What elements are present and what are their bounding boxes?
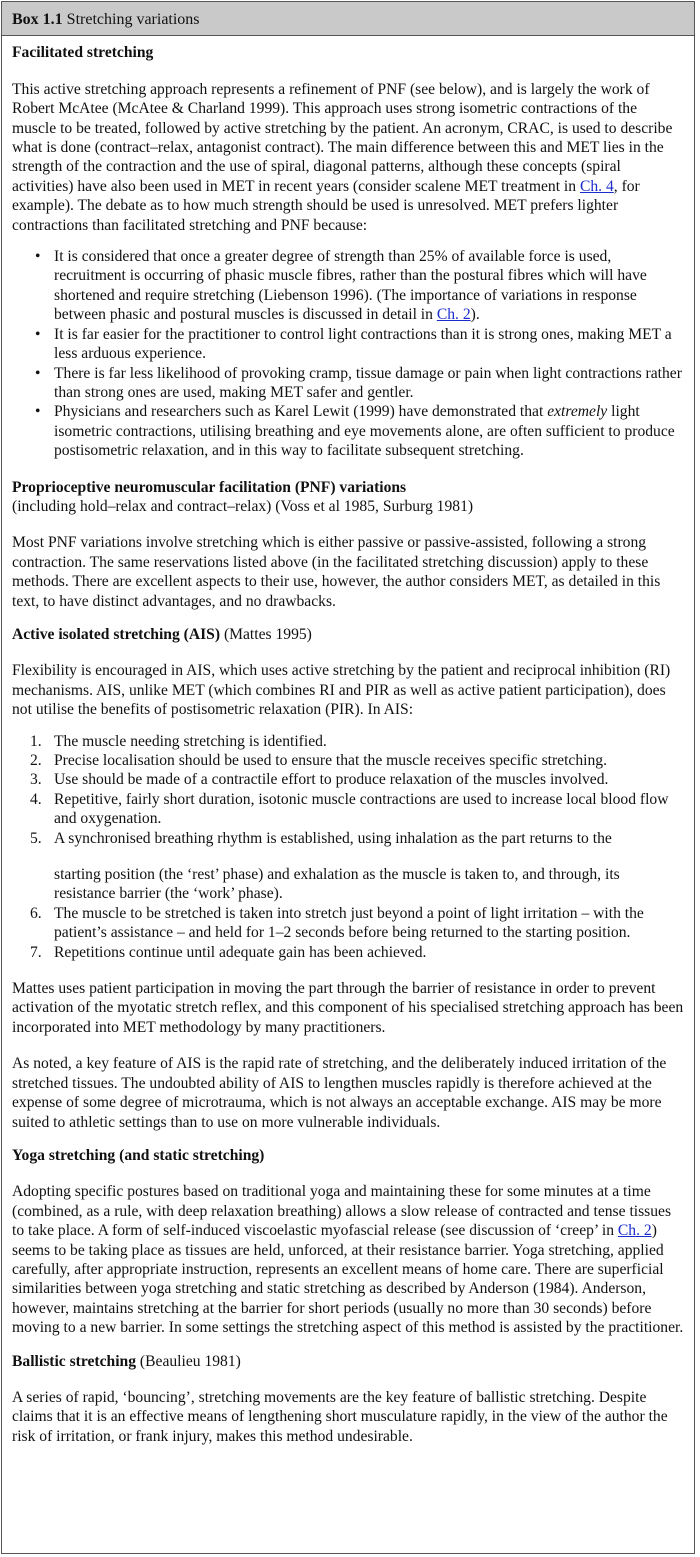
- list-item: 3. Use should be made of a contractile effort to produce relaxation of the muscles involved.: [30, 771, 609, 789]
- list-item: • There is far less likelihood of provoking cramp, tissue damage or pain when light contractions rather than strong ones are used, making MET safer and gentler.: [54, 364, 684, 403]
- box-label: Box 1.1: [12, 11, 63, 28]
- box-title: Stretching variations: [66, 11, 200, 28]
- list-item: • Physicians and researchers such as Karel Lewit (1999) have demonstrated that extremely light isometric contractions, utilising breathing and eye movements alone, are often sufficient to produce postisometric relaxation, and in this way to facilitate subsequent stretching.: [54, 402, 684, 460]
- list-item: 4. Repetitive, fairly short duration, isotonic muscle contractions are used to increase local blood flow and oxygenation.: [30, 790, 669, 828]
- pnf-subtitle: (including hold–relax and contract–relax) (Voss et al 1985, Surburg 1981): [12, 497, 474, 515]
- box-content: [2, 43, 694, 1446]
- chapter-2-link[interactable]: Ch. 2: [436, 306, 471, 324]
- list-item: 1. The muscle needing stretching is identified.: [30, 732, 327, 750]
- list-item: 5. A synchronised breathing rhythm is established, using inhalation as the part returns to the starting position (the ‘rest’ phase) and exhalation as the muscle is taken to, and through, its resistance barrier (the ‘work’ phase).: [30, 829, 620, 903]
- yoga-paragraph: Adopting specific postures based on traditional yoga and maintaining these for some minutes at a time (combined, as a rule, with deep relaxation breathing) allows a slow release of contracted and tense tissues to take place. A form of self-induced viscoelastic myofascial release (see discussion of ‘creep’ in Ch. 2) seems to be taking place as tissues are held, unforced, at their resistance barrier. Yoga stretching, applied carefully, after appropriate instruction, represents an excellent means of home care. There are superficial similarities between yoga stretching and static stretching as described by Anderson (1984). Anderson, however, maintains stretching at the barrier for short periods (usually no more than 30 seconds) before moving to a new barrier. In some settings the stretching aspect of this method is assisted by the practitioner.: [12, 1183, 684, 1337]
- section-title-ais: Active isolated stretching (AIS) (Mattes 1995): [12, 625, 312, 643]
- list-item: 7. Repetitions continue until adequate gain has been achieved.: [30, 943, 427, 961]
- ais-paragraph-3: As noted, a key feature of AIS is the rapid rate of stretching, and the deliberately induced irritation of the stretched tissues. The undoubted ability of AIS to lengthen muscles rapidly is therefore achieved at the expense of some degree of microtrauma, which is not always an acceptable exchange. AIS may be more suited to athletic settings than to use on more vulnerable individuals.: [12, 1055, 667, 1131]
- ballistic-paragraph: A series of rapid, ‘bouncing’, stretching movements are the key feature of ballistic stretching. Despite claims that it is an effective means of lengthening short musculature rapidly, in the view of the author the risk of irritation, or frank injury, makes this method undesirable.: [12, 1388, 668, 1445]
- ais-paragraph-1: Flexibility is encouraged in AIS, which uses active stretching by the patient and reciprocal inhibition (RI) mechanisms. AIS, unlike MET (which combines RI and PIR as well as active patient participation), does not utilise the benefits of postisometric relaxation (PIR). In AIS:: [12, 662, 671, 719]
- list-item: • It is far easier for the practitioner to control light contractions than it is strong ones, making MET a less arduous experience.: [54, 325, 684, 364]
- pnf-paragraph: Most PNF variations involve stretching which is either passive or passive-assisted, following a strong contraction. The same reservations listed above (in the facilitated stretching discussion) apply to these methods. There are excellent aspects to their use, however, the author considers MET, as detailed in this text, to have distinct advantages, and no drawbacks.: [12, 534, 661, 610]
- section-title-yoga: Yoga stretching (and static stretching): [12, 1146, 265, 1164]
- stretching-box: [1, 1, 695, 1554]
- facilitated-paragraph: This active stretching approach represents a refinement of PNF (see below), and is largely the work of Robert McAtee (McAtee & Charland 1999). This approach uses strong isometric contractions of the muscle to be treated, followed by active stretching by the patient. An acronym, CRAC, is used to describe what is done (contract–relax, antagonist contract). The main difference between this and MET lies in the strength of the contraction and the use of spiral, diagonal patterns, although these concepts (spiral activities) have also been used in MET in recent years (consider scalene MET treatment in Ch. 4, for example). The debate as to how much strength should be used is unresolved. MET prefers lighter contractions than facilitated stretching and PNF because:: [12, 80, 673, 234]
- section-title-ballistic: Ballistic stretching (Beaulieu 1981): [12, 1352, 241, 1370]
- list-item: 6. The muscle to be stretched is taken into stretch just beyond a point of light irritation – with the patient’s assistance – and held for 1–2 seconds before being returned to the starting position.: [30, 904, 644, 942]
- ais-numbered-list: [12, 732, 684, 962]
- section-title-facilitated: Facilitated stretching: [12, 44, 154, 62]
- facilitated-bullet-list: [12, 247, 684, 460]
- list-item: • It is considered that once a greater degree of strength than 25% of available force is used, recruitment is occurring of phasic muscle fibres, rather than the postural fibres which will have shortened and require stretching (Liebenson 1996). (The importance of variations in response between phasic and postural muscles is discussed in detail in Ch. 2).: [54, 247, 684, 325]
- box-header: [2, 2, 694, 36]
- ais-paragraph-2: Mattes uses patient participation in moving the part through the barrier of resistance in order to prevent activation of the myotatic stretch reflex, and this component of his specialised stretching approach has been incorporated into MET methodology by many practitioners.: [12, 980, 684, 1036]
- section-title-pnf: Proprioceptive neuromuscular facilitation (PNF) variations: [12, 478, 407, 496]
- chapter-2-link[interactable]: Ch. 2: [617, 1222, 652, 1240]
- chapter-4-link[interactable]: Ch. 4: [579, 177, 614, 195]
- list-item: 2. Precise localisation should be used to ensure that the muscle receives specific stretching.: [30, 752, 607, 769]
